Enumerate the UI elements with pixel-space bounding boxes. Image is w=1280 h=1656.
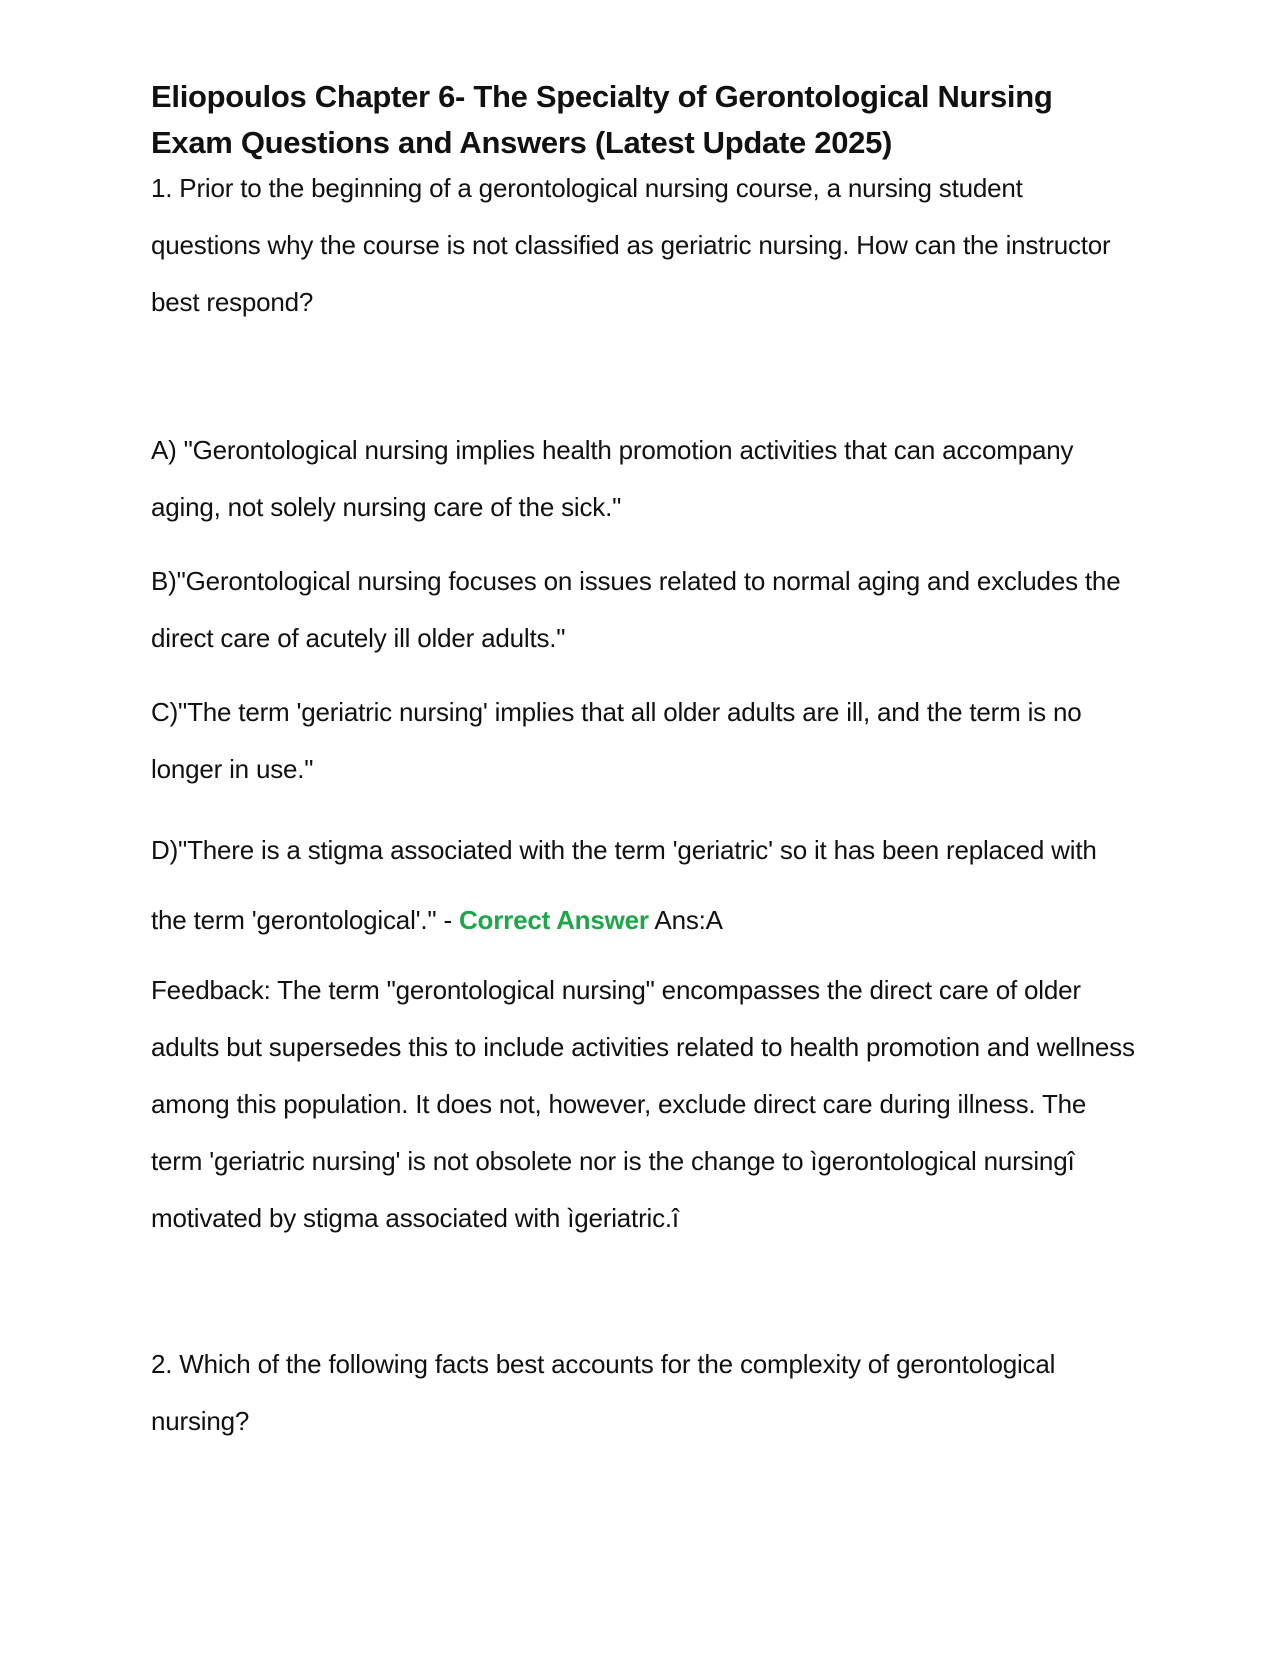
option-d-text: D)"There is a stigma associated with the term 'geriatric' so it has been replaced with the term 'gerontological'." - [151, 835, 1097, 935]
question-1-option-c: C)"The term 'geriatric nursing' implies that all older adults are ill, and the term is no longer in use." [151, 697, 1082, 784]
question-1-option-a: A) "Gerontological nursing implies health promotion activities that can accompany aging, not solely nursing care of the sick." [151, 435, 1074, 522]
document-title: Eliopoulos Chapter 6- The Specialty of Gerontological Nursing Exam Questions and Answers (Latest Update 2025) [151, 79, 1053, 160]
question-1-option-d [151, 815, 1136, 956]
question-1-option-b: B)"Gerontological nursing focuses on issues related to normal aging and excludes the direct care of acutely ill older adults." [151, 566, 1121, 653]
correct-answer-label: Correct Answer [458, 905, 649, 935]
document-page [151, 74, 1136, 1450]
question-2-prompt: 2. Which of the following facts best accounts for the complexity of gerontological nursing? [151, 1349, 1056, 1436]
question-1-prompt: 1. Prior to the beginning of a gerontological nursing course, a nursing student questions why the course is not classified as geriatric nursing. How can the instructor best respond? [151, 173, 1111, 317]
question-1-feedback: Feedback: The term "gerontological nursing" encompasses the direct care of older adults but supersedes this to include activities related to health promotion and wellness among this population. It does not, however, exclude direct care during illness. The term 'geriatric nursing' is not obsolete nor is the change to ìgerontological nursingî motivated by stigma associated with ìgeriatric.î [151, 975, 1135, 1233]
answer-value: Ans:A [654, 905, 723, 935]
